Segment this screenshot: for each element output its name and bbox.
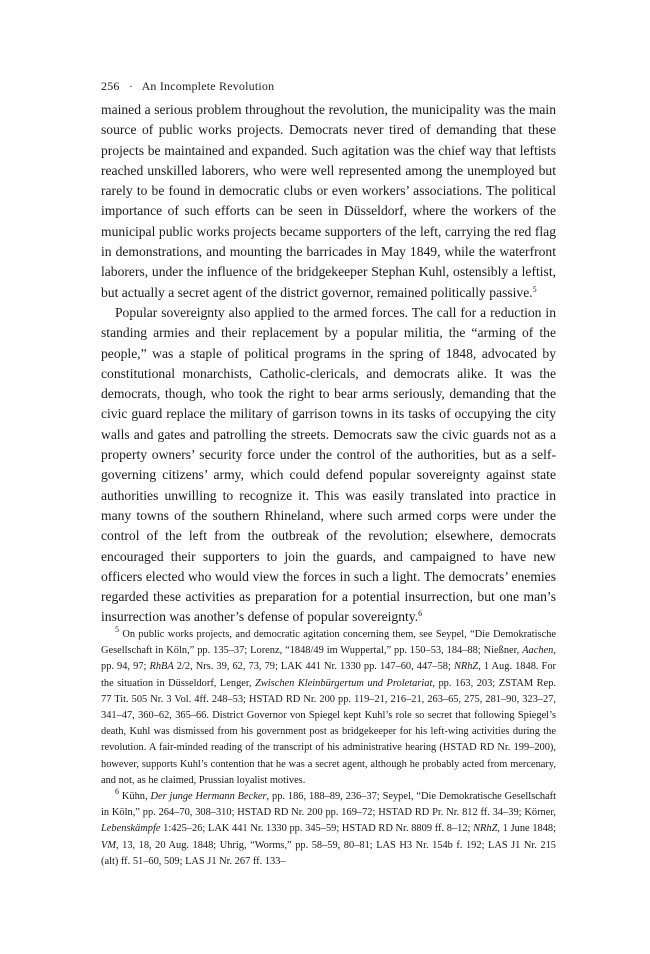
- footnote-5-mark: 5: [115, 625, 119, 634]
- footnote-6-title-lebenskaempfe: Lebenskämpfe: [101, 823, 161, 835]
- header-separator: ·: [128, 79, 134, 93]
- footnote-ref-5: 5: [532, 284, 537, 294]
- footnote-5-title-aachen: Aachen: [522, 645, 554, 657]
- footnote-6: [101, 789, 556, 870]
- running-header: [101, 79, 274, 94]
- footnote-5-text-d: , 1 Aug. 1848. For the situation in Düsseldorf, Lenger,: [101, 661, 556, 689]
- footnote-6-text-d: , 1 June 1848;: [497, 823, 556, 835]
- paragraph-1: [101, 100, 556, 303]
- running-title: An Incomplete Revolution: [141, 79, 275, 93]
- footnote-6-text-c: 1:425–26; LAK 441 Nr. 1330 pp. 345–59; HSTAD RD Nr. 8809 ff. 8–12;: [163, 823, 471, 835]
- footnote-5-text-a: On public works projects, and democratic agitation concerning them, see Seypel, “Die Demokratische Gesellschaft in Köln,” pp. 135–37; Lorenz, “1848/49 im Wuppertal,” pp. 150–53, 184–88; Nießner,: [101, 629, 556, 657]
- footnote-5-text-c: 2/2, Nrs. 39, 62, 73, 79; LAK 441 Nr. 1330 pp. 147–60, 447–58;: [176, 661, 451, 673]
- footnote-6-mark: 6: [115, 787, 119, 797]
- paragraph-2: [101, 303, 556, 628]
- body-text: [101, 100, 556, 628]
- footnote-6-text-e: , 13, 18, 20 Aug. 1848; Uhrig, “Worms,” pp. 58–59, 80–81; LAS H3 Nr. 154b f. 192; LAS J1 Nr. 215 (alt) ff. 51–60, 509; LAS J1 Nr. 267 ff. 133–: [101, 839, 556, 867]
- footnote-5-text-e: , pp. 163, 203; ZSTAM Rep. 77 Tit. 505 Nr. 3 Vol. 4ff. 248–53; HSTAD RD Nr. 200 pp. 119–21, 216–21, 263–65, 275, 281–90, 323–27, 341–47, 360–62, 365–66. District Governor von Spiegel kept Kuhl’s role so secret that following Spiegel’s death, Kuhl was dismissed from his government post as bridgekeeper for his left-wing activities during the revolution. A fair-minded reading of the transcript of his administrative hearing (HSTAD RD Nr. 199–200), however, supports Kuhl’s contention that he was a secret agent, although he probably acted from mercenary, and not, as he claimed, Prussian loyalist motives.: [101, 677, 556, 786]
- paragraph-1-text: mained a serious problem throughout the revolution, the municipality was the main source of public works projects. Democrats never tired of demanding that these projects be maintained and expanded. Such agitation was the chief way that leftists reached unskilled laborers, who were well represented among the unemployed but rarely to be found in democratic clubs or even workers’ associations. The political importance of such efforts can be seen in Düsseldorf, where the workers of the municipal public works projects became supporters of the left, carrying the red flag in demonstrations, and mounting the barricades in May 1849, while the waterfront laborers, under the influence of the bridgekeeper Stephan Kuhl, ostensibly a leftist, but actually a secret agent of the district governor, remained politically passive.: [101, 102, 556, 300]
- footnote-6-text-b: , pp. 186, 188–89, 236–37; Seypel, “Die Demokratische Gesellschaft in Köln,” pp. 264–70, 308–310; HSTAD RD Nr. 200 pp. 169–72; HSTAD RD Pr. Nr. 812 ff. 34–39; Körner,: [101, 791, 557, 819]
- footnote-6-title-vm: VM: [101, 839, 117, 851]
- footnote-ref-6: 6: [418, 609, 423, 619]
- page-number: 256: [101, 79, 120, 93]
- footnote-5: [101, 627, 556, 789]
- footnote-5-title-nrhz: NRhZ: [453, 661, 479, 673]
- paragraph-2-text: Popular sovereignty also applied to the armed forces. The call for a reduction in standing armies and their replacement by a popular militia, the “arming of the people,” was a staple of political programs in the spring of 1848, advocated by constitutional monarchists, Catholic-clericals, and democrats alike. It was the democrats, though, who took the right to bear arms seriously, demanding that the civic guard replace the military of garrison towns in its tasks of occupying the city walls and gates and patrolling the streets. Democrats saw the civic guards not as a property owners’ security force under the control of the authorities, but as a self-governing citizens’ army, which could defend popular sovereignty against state authorities unwilling to recognize it. This was easily translated into practice in many towns of the southern Rhineland, where such armed corps were under the control of the left from the outbreak of the revolution; elsewhere, democrats encouraged their supporters to join the guards, and campaigned to have new officers elected who would view the forces in such a light. The democrats’ enemies regarded these activities as preparation for a potential insurrection, but one man’s insurrection was another’s defense of popular sovereignty.: [101, 304, 556, 625]
- footnote-6-title-nrhz: NRhZ: [473, 823, 498, 835]
- footnote-6-text-a: Kühn,: [121, 791, 148, 803]
- footnote-5-title-lenger: Zwischen Kleinbürgertum und Proletariat: [255, 677, 433, 689]
- footnote-5-title-rhba: RhBA: [149, 661, 174, 673]
- footnote-6-title-becker: Der junge Hermann Becker: [150, 791, 267, 803]
- footnote-5-text-b: , pp. 94, 97;: [101, 645, 556, 673]
- footnotes: [101, 627, 556, 870]
